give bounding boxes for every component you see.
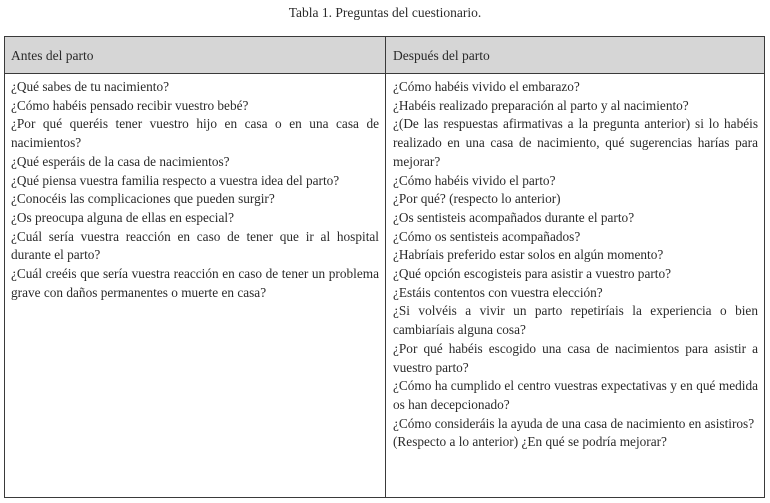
question-item: ¿Cómo habéis vivido el parto? xyxy=(393,172,556,188)
question-item: (Respecto a lo anterior) ¿En qué se podría mejorar? xyxy=(393,434,667,450)
header-before-birth: Antes del parto xyxy=(11,48,94,63)
before-birth-questions xyxy=(11,78,379,302)
question-item: ¿Habéis realizado preparación al parto y al nacimiento? xyxy=(393,97,689,113)
question-item: ¿Estáis contentos con vuestra elección? xyxy=(393,284,603,300)
question-item: ¿Cómo consideráis la ayuda de una casa de nacimiento en asistiros? xyxy=(393,415,755,431)
question-item: ¿Qué sabes de tu nacimiento? xyxy=(11,79,170,94)
question-item: ¿Por qué? (respecto lo anterior) xyxy=(393,191,561,207)
header-after-birth: Después del parto xyxy=(393,48,490,63)
question-item: ¿Os sentisteis acompañados durante el parto? xyxy=(393,209,635,225)
question-item: ¿Por qué habéis escogido una casa de nacimientos para asistir a vuestro parto? xyxy=(393,340,758,375)
question-item: ¿Cómo habéis vivido el embarazo? xyxy=(393,79,580,94)
table-caption: Tabla 1. Preguntas del cuestionario. xyxy=(288,5,482,20)
question-item: ¿Habríais preferido estar solos en algún momento? xyxy=(393,247,664,263)
question-item: ¿Cómo os sentisteis acompañados? xyxy=(393,228,581,244)
question-item: ¿Qué opción escogisteis para asistir a vuestro parto? xyxy=(393,266,672,282)
question-item: ¿Os preocupa alguna de ellas en especial? xyxy=(11,209,234,225)
after-birth-questions xyxy=(393,78,758,452)
questionnaire-table xyxy=(4,36,765,498)
question-item: ¿Cómo ha cumplido el centro vuestras expectativas y en qué medida os han decepcionado? xyxy=(393,378,758,412)
question-item: ¿Cómo habéis pensado recibir vuestro bebé? xyxy=(11,97,249,113)
question-item: ¿Si volvéis a vivir un parto repetiríais la experiencia o bien cambiaríais alguna cosa? xyxy=(393,303,758,338)
question-item: ¿(De las respuestas afirmativas a la pregunta anterior) si lo habéis realizado en una casa de nacimiento, qué sugerencias harías para mejorar? xyxy=(393,116,758,169)
question-item: ¿Qué esperáis de la casa de nacimientos? xyxy=(11,153,230,169)
question-item: ¿Qué piensa vuestra familia respecto a vuestra idea del parto? xyxy=(11,172,340,188)
question-item: ¿Por qué queréis tener vuestro hijo en casa o en una casa de nacimientos? xyxy=(11,116,379,151)
question-item: ¿Cuál sería vuestra reacción en caso de tener que ir al hospital durante el parto? xyxy=(11,228,379,263)
column-divider xyxy=(385,37,386,497)
question-item: ¿Conocéis las complicaciones que pueden surgir? xyxy=(11,191,275,207)
question-item: ¿Cuál creéis que sería vuestra reacción en caso de tener un problema grave con daños permanentes o muerte en casa? xyxy=(11,266,379,300)
